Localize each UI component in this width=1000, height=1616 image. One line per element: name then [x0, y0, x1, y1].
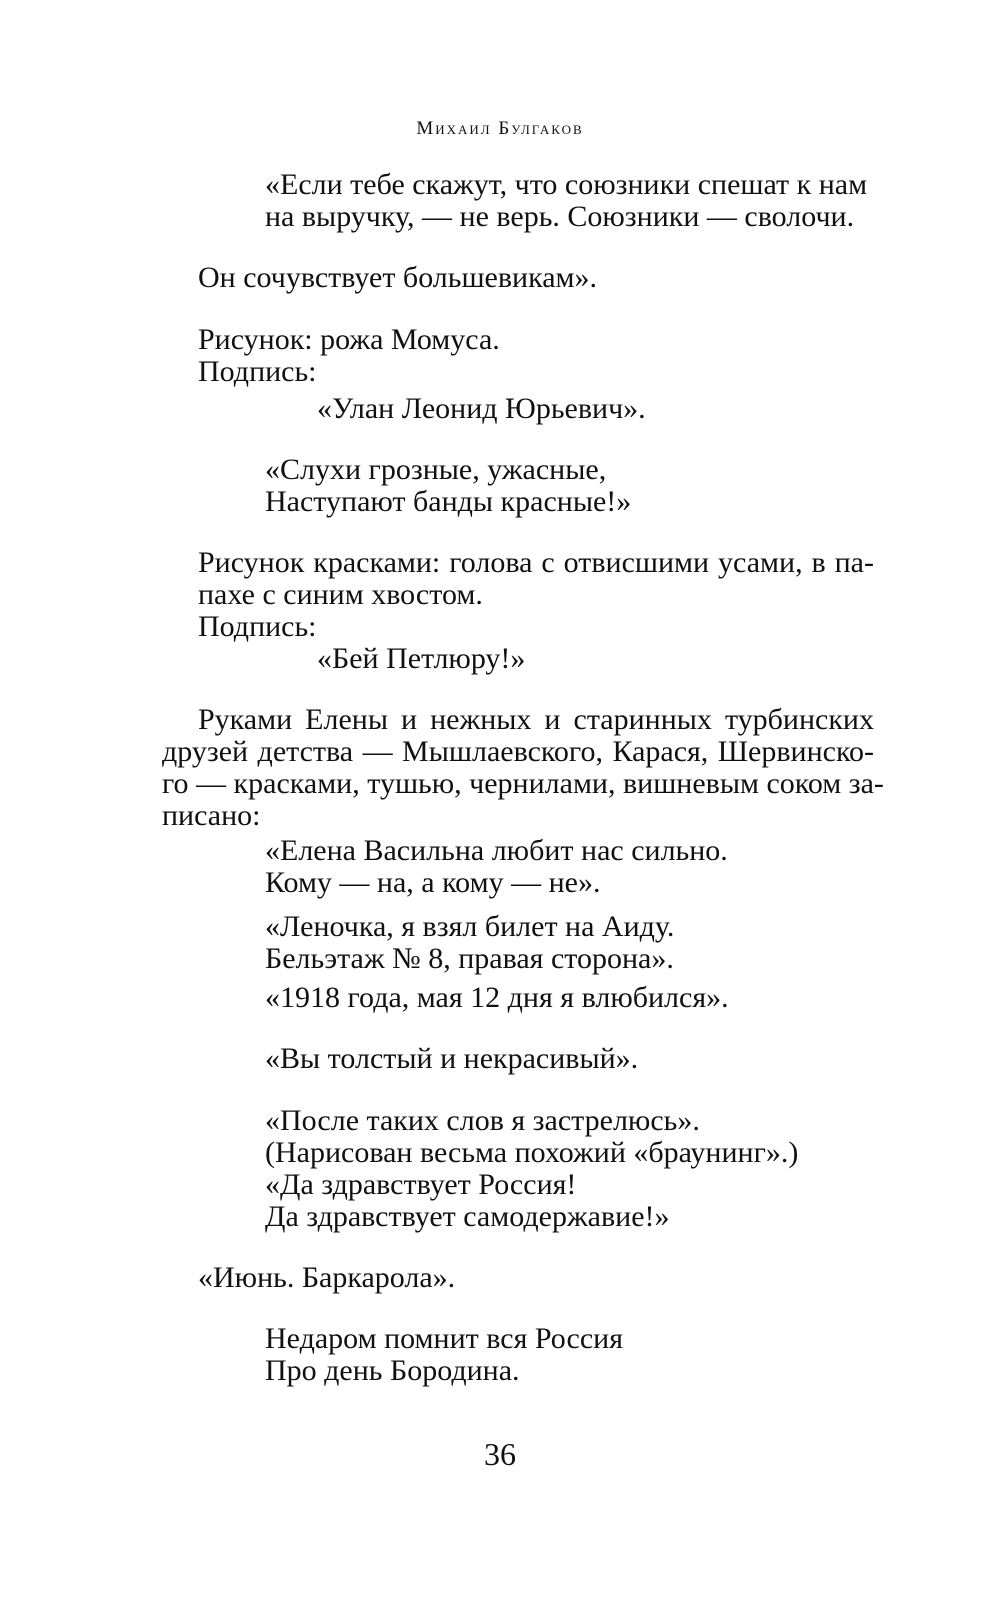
running-header: Михаил Булгаков	[416, 118, 584, 139]
text-line: Подпись:	[198, 610, 317, 643]
text-line: пахе с синим хвостом.	[198, 578, 483, 611]
text-line: Наступают банды красные!»	[265, 485, 632, 518]
text-line: «Вы толстый и некрасивый».	[265, 1042, 639, 1075]
text-line: Рисунок: рожа Момуса.	[198, 323, 500, 356]
text-line: писано:	[162, 799, 261, 832]
page-number: 36	[484, 1436, 516, 1472]
text-line: «Бей Петлюру!»	[317, 642, 526, 675]
text-line: на выручку, — не верь. Союзники — сволочи.	[265, 200, 855, 233]
text-line: «Да здравствует Россия!	[265, 1168, 577, 1201]
text-line: «После таких слов я застрелюсь».	[265, 1104, 700, 1137]
text-line: Подпись:	[198, 355, 317, 388]
text-line: «Если тебе скажут, что союзники спешат к нам	[265, 168, 868, 201]
text-line: Про день Бородина.	[265, 1354, 520, 1387]
text-line: «Слухи грозные, ужасные,	[265, 453, 607, 486]
text-line: Рисунок красками: голова с отвисшими усами, в па-	[198, 546, 874, 579]
text-line: «Улан Леонид Юрьевич».	[317, 392, 646, 425]
text-line: (Нарисован весьма похожий «браунинг».)	[265, 1136, 799, 1169]
text-line: Руками Елены и нежных и старинных турбинских	[198, 703, 874, 736]
text-line: Да здравствует самодержавие!»	[265, 1200, 670, 1233]
text-line: Бельэтаж № 8, правая сторона».	[265, 942, 674, 975]
text-line: Недаром помнит вся Россия	[265, 1322, 624, 1355]
text-line: «Елена Васильна любит нас сильно.	[265, 834, 728, 867]
text-line: Он сочувствует большевикам».	[198, 261, 598, 294]
text-line: «1918 года, мая 12 дня я влюбился».	[265, 981, 729, 1014]
text-line: го — красками, тушью, чернилами, вишневым соком за-	[162, 767, 884, 800]
text-line: Кому — на, а кому — не».	[265, 866, 601, 899]
text-line: друзей детства — Мышлаевского, Карася, Шервинско-	[162, 735, 874, 768]
text-line: «Леночка, я взял билет на Аиду.	[265, 910, 675, 943]
text-line: «Июнь. Баркарола».	[198, 1261, 456, 1294]
